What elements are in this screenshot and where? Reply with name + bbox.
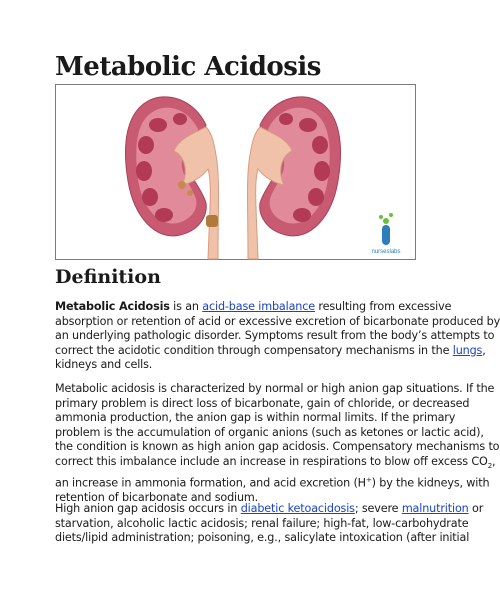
logo-text: nurseslabs: [371, 249, 401, 255]
acid-base-imbalance-link[interactable]: acid-base imbalance: [202, 300, 315, 313]
nurseslabs-logo: [371, 213, 400, 255]
malnutrition-link[interactable]: malnutrition: [401, 502, 469, 515]
definition-heading: Definition: [55, 266, 161, 288]
lungs-link[interactable]: lungs: [452, 343, 483, 357]
kidney-illustration: [55, 84, 416, 260]
characterization-paragraph: Metabolic acidosis is characterized by normal or high anion gap situations. If the primary problem is direct loss of bicarbonate, gain of chloride, or decreased ammonia production, the anion gap is within normal limits. If the primary problem is the accumulation of organic anions (such as ketones or lactic acid), the condition is known as high anion gap acidosis. Compensatory mechanisms to correct this imbalance include an increase in respirations to blow off excess $CO_2$, an increase in ammonia formation, and acid excretion (H+) by the kidneys, with retention of bicarbonate and sodium.: [55, 382, 500, 505]
definition-paragraph: Metabolic Acidosis is an acid-base imbalance resulting from excessive absorption or retention of acid or excessive excretion of bicarbonate produced by an underlying pathologic disorder. Symptoms result from the body’s attempts to correct the acidotic condition through compensatory mechanisms in the lungs, kidneys and cells.: [55, 300, 500, 371]
term-bold: Metabolic Acidosis: [55, 300, 170, 313]
diabetic-ketoacidosis-link[interactable]: diabetic ketoacidosis: [240, 502, 355, 515]
causes-paragraph: High anion gap acidosis occurs in diabetic ketoacidosis; severe malnutrition or starvation, alcoholic lactic acidosis; renal failure; high-fat, low-carbohydrate diets/lipid administration; poisoning, e.g., salicylate intoxication (after initial: [55, 502, 484, 544]
page-title: Metabolic Acidosis: [55, 52, 321, 82]
